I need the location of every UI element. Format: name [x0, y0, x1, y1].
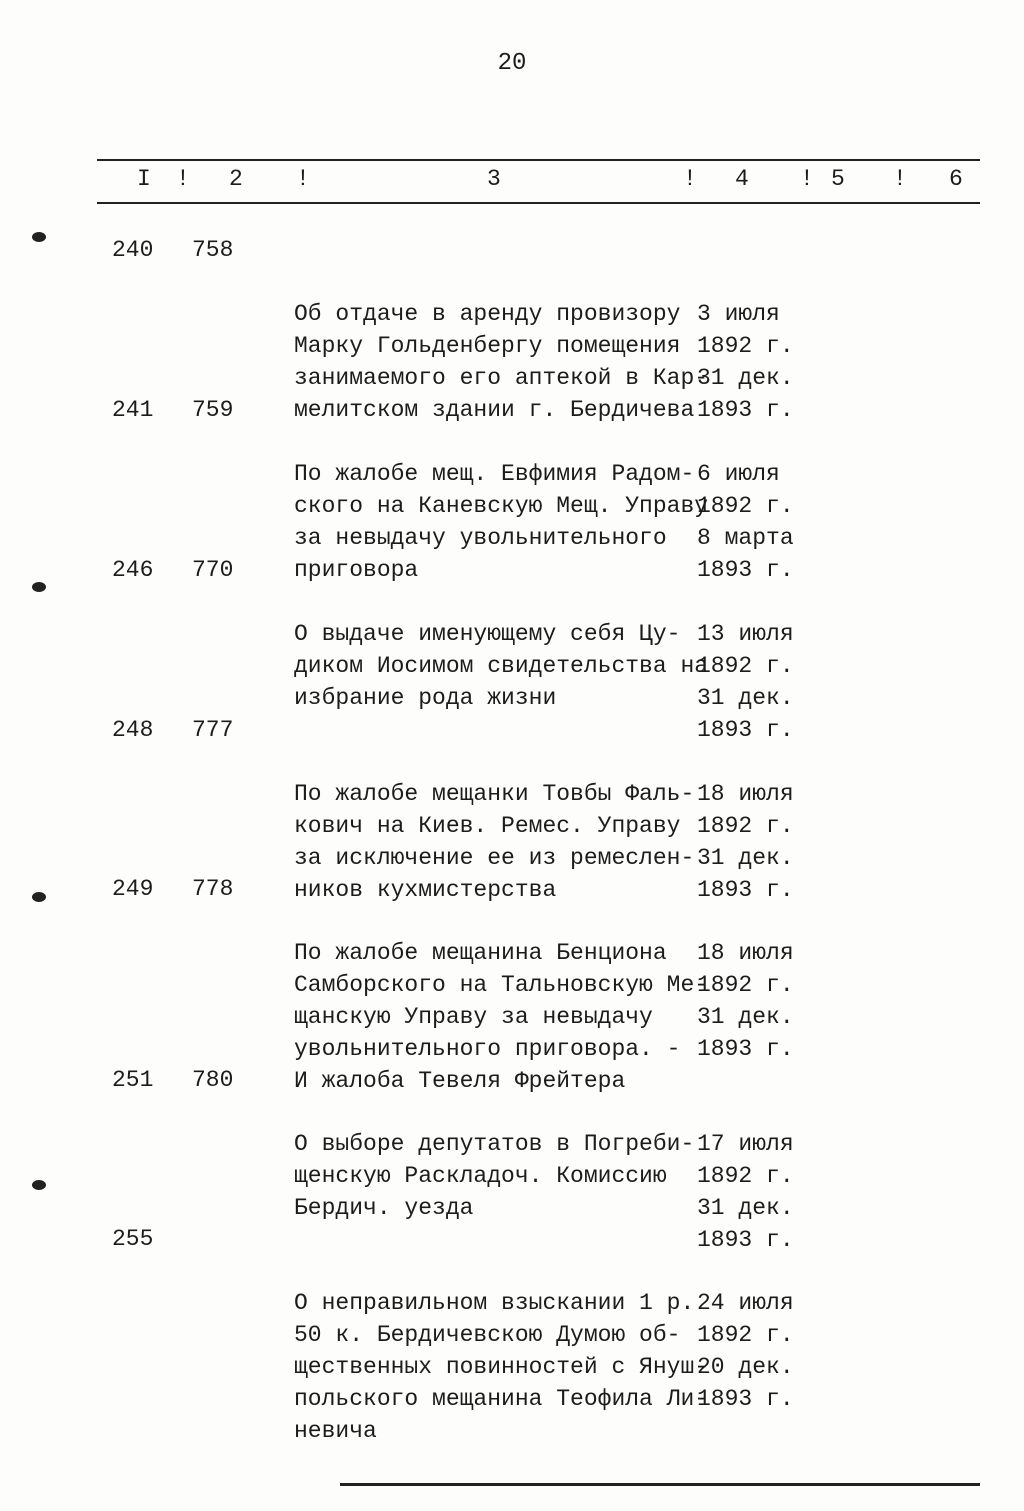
case-number: 759 [192, 397, 234, 423]
row-number: 249 [112, 876, 154, 902]
header-col-5: 5 [831, 166, 845, 192]
case-description: Об отдаче в аренду провизору Марку Гольденбергу помещения занимаемого его аптекой в Кар- мелитском здании г. Бердичева [294, 301, 709, 423]
case-dates: 18 июля 1892 г. 31 дек. 1893 г. [697, 940, 794, 1062]
case-description: По жалобе мещанина Бенциона Самборского на Тальновскую Ме- щанскую Управу за невыдачу увольнительного приговора. - И жалоба Тевеля Фрейтера [294, 940, 709, 1094]
binding-hole-mark [32, 582, 46, 592]
case-description: О выборе депутатов в Погреби- щенскую Раскладоч. Комиссию Бердич. уезда [294, 1131, 695, 1221]
row-number: 255 [112, 1226, 154, 1252]
header-col-1: I [137, 166, 151, 192]
case-number: 780 [192, 1067, 234, 1093]
page-number: 20 [497, 50, 527, 77]
row-number: 251 [112, 1067, 154, 1093]
case-description: О выдаче именующему себя Цу- диком Иосимом свидетельства на избрание рода жизни [294, 621, 709, 711]
header-separator: ! [893, 166, 907, 192]
case-number: 770 [192, 557, 234, 583]
header-col-6: 6 [949, 166, 963, 192]
binding-hole-mark [32, 1180, 46, 1190]
case-dates: 17 июля 1892 г. 31 дек. 1893 г. [697, 1131, 794, 1253]
case-description: По жалобе мещ. Евфимия Радом- ского на Каневскую Мещ. Управу за невыдачу увольнительного приговора [294, 461, 709, 583]
table-header-rule [97, 202, 980, 204]
row-number: 246 [112, 557, 154, 583]
row-number: 248 [112, 717, 154, 743]
header-col-4: 4 [735, 166, 749, 192]
case-dates: 6 июля 1892 г. 8 марта 1893 г. [697, 461, 794, 583]
binding-hole-mark [32, 232, 46, 242]
table-top-rule [97, 159, 980, 161]
binding-hole-mark [32, 892, 46, 902]
header-col-2: 2 [229, 166, 243, 192]
header-separator: ! [296, 166, 310, 192]
case-description: По жалобе мещанки Товбы Фаль- кович на Киев. Ремес. Управу за исключение ее из ремеслен- ников кухмистерства [294, 781, 695, 903]
case-dates: 3 июля 1892 г. 31 дек. 1893 г. [697, 301, 794, 423]
header-separator: ! [176, 166, 190, 192]
row-number: 241 [112, 397, 154, 423]
case-dates: 13 июля 1892 г. 31 дек. 1893 г. [697, 621, 794, 743]
header-col-3: 3 [487, 166, 501, 192]
header-separator: ! [683, 166, 697, 192]
case-dates: 18 июля 1892 г. 31 дек. 1893 г. [697, 781, 794, 903]
header-separator: ! [800, 166, 814, 192]
case-dates: 24 июля 1892 г. 20 дек. 1893 г. [697, 1290, 794, 1412]
case-number: 777 [192, 717, 234, 743]
case-number: 758 [192, 237, 234, 263]
case-number: 778 [192, 876, 234, 902]
case-description: О неправильном взыскании 1 р. 50 к. Бердичевскою Думою об- щественных повинностей с Януш- польского мещанина Теофила Ли- невича [294, 1290, 709, 1444]
row-number: 240 [112, 237, 154, 263]
